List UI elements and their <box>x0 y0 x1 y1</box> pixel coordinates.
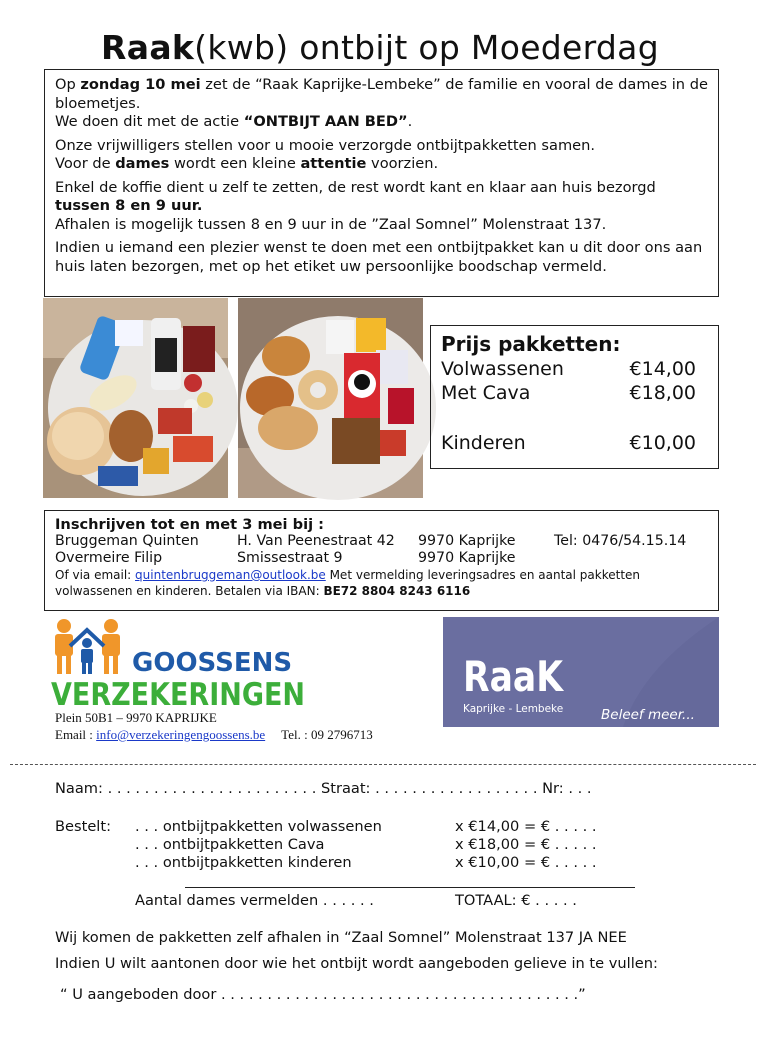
price-row-children: Kinderen €10,00 <box>441 431 696 454</box>
goossens-contact: Email : info@verzekeringengoossens.be Tel. : 09 2796713 <box>55 727 373 742</box>
registration-heading: Inschrijven tot en met 3 mei bij : <box>55 516 325 533</box>
email-link[interactable]: quintenbruggeman@outlook.be <box>135 568 326 582</box>
price-box <box>430 325 719 469</box>
intro-p3b: tussen 8 en 9 uur. <box>55 197 203 214</box>
intro-p4: Indien u iemand een plezier wenst te doen met een ontbijtpakket kan u dit door ons aan huis laten bezorgen, met op het etiket uw persoonlijke boodschap vermeld. <box>55 239 703 275</box>
form-afhalen-line: Wij komen de pakketten zelf afhalen in “Zaal Somnel” Molenstraat 137 JA NEE <box>55 929 627 946</box>
intro-p1b: We doen dit met de actie “ONTBIJT AAN BED”. <box>55 113 413 130</box>
price-row-cava: Met Cava €18,00 <box>441 382 696 404</box>
title-bold: Raak <box>101 28 195 67</box>
form-naam-line: Naam: . . . . . . . . . . . . . . . . . . . . . . . Straat: . . . . . . . . . . . . . . . . . . Nr: . . . <box>55 780 592 797</box>
raak-sub: Kaprijke - Lembeke <box>463 703 564 715</box>
raak-logo <box>443 617 719 727</box>
price-row-adults: Volwassenen €14,00 <box>441 357 696 380</box>
form-aangeboden-line: “ U aangeboden door . . . . . . . . . . . . . . . . . . . . . . . . . . . . . . . . . . . . . . .” <box>60 986 586 1003</box>
order-calc-children: x €10,00 = € . . . . . <box>455 854 597 871</box>
raak-name: RaaK <box>463 652 565 701</box>
order-calc-adults: x €14,00 = € . . . . . <box>455 818 597 835</box>
goossens-line2: VERZEKERINGEN <box>51 677 305 713</box>
goossens-address: Plein 50B1 – 9970 KAPRIJKE <box>55 710 217 725</box>
goossens-logo <box>50 616 310 713</box>
title-rest: (kwb) ontbijt op Moederdag <box>194 28 659 67</box>
goossens-address-block <box>55 709 373 743</box>
breakfast-photo-1 <box>43 298 228 498</box>
raak-slogan: Beleef meer... <box>601 707 695 723</box>
intro-p3a: Enkel de koffie dient u zelf te zetten, de rest wordt kant en klaar aan huis bezorgd <box>55 178 656 196</box>
form-totaal: TOTAAL: € . . . . . <box>455 892 577 909</box>
form-aantonen-line: Indien U wilt aantonen door wie het ontbijt wordt aangeboden gelieve in te vullen: <box>55 955 658 972</box>
price-heading: Prijs pakketten: <box>441 332 621 356</box>
order-qty-adults: . . . ontbijtpakketten volwassenen <box>135 818 382 835</box>
page-title <box>0 28 760 67</box>
goossens-email-link[interactable]: info@verzekeringengoossens.be <box>96 727 266 742</box>
iban-line: volwassenen en kinderen. Betalen via IBAN: BE72 8804 8243 6116 <box>55 584 471 598</box>
intro-p3c: Afhalen is mogelijk tussen 8 en 9 uur in de ”Zaal Somnel” Molenstraat 137. <box>55 215 607 233</box>
contact-row-1: Bruggeman Quinten H. Van Peenestraat 42 9970 Kaprijke Tel: 0476/54.15.14 <box>55 533 687 549</box>
intro-p2a: Onze vrijwilligers stellen voor u mooie verzorgde ontbijtpakketten samen. <box>55 136 596 154</box>
breakfast-photo-2 <box>238 298 423 498</box>
order-qty-children: . . . ontbijtpakketten kinderen <box>135 854 352 871</box>
order-qty-cava: . . . ontbijtpakketten Cava <box>135 836 325 853</box>
form-bestelt-label: Bestelt: <box>55 818 111 835</box>
email-line: Of via email: quintenbruggeman@outlook.be Met vermelding leveringsadres en aantal pakketten <box>55 568 641 582</box>
goossens-line1: GOOSSENS <box>132 648 293 678</box>
order-calc-cava: x €18,00 = € . . . . . <box>455 836 597 853</box>
total-divider <box>185 887 635 888</box>
cut-line <box>10 764 756 765</box>
intro-box <box>44 69 719 297</box>
contact-row-2: Overmeire Filip Smissestraat 9 9970 Kaprijke <box>55 550 516 566</box>
form-dames-line: Aantal dames vermelden . . . . . . <box>135 892 374 909</box>
registration-box <box>44 510 719 611</box>
intro-p1: Op zondag 10 mei zet de “Raak Kaprijke-Lembeke” de familie en vooral de dames in de bloemetjes. <box>55 76 708 112</box>
intro-p2b: Voor de dames wordt een kleine attentie voorzien. <box>55 155 439 172</box>
